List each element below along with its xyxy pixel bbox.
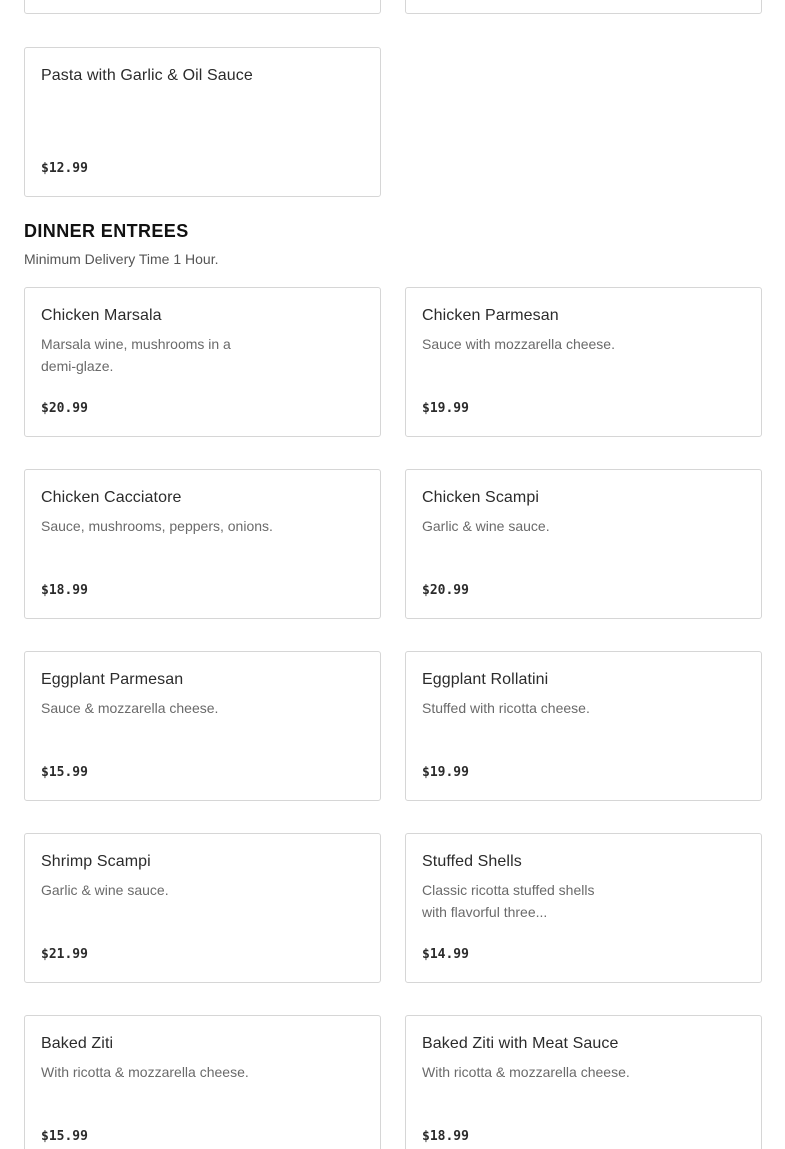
menu-item-card[interactable] [405, 651, 762, 801]
menu-item-description: Garlic & wine sauce. [422, 518, 550, 534]
menu-item-card[interactable] [24, 287, 381, 437]
menu-item-card[interactable] [24, 469, 381, 619]
menu-item-card[interactable] [405, 287, 762, 437]
menu-item-title: Baked Ziti with Meat Sauce [422, 1035, 619, 1052]
menu-item-card[interactable] [405, 833, 762, 983]
menu-item-description: Garlic & wine sauce. [41, 882, 169, 898]
menu-item-price: $20.99 [41, 401, 88, 416]
menu-item-price: $15.99 [41, 1129, 88, 1144]
menu-item-title: Chicken Scampi [422, 489, 540, 506]
menu-item-description: Sauce & mozzarella cheese. [41, 700, 219, 716]
menu-item-description: Marsala wine, mushrooms in a demi-glaze. [41, 336, 231, 374]
section-subtitle: Minimum Delivery Time 1 Hour. [24, 251, 219, 267]
menu-item-price: $20.99 [422, 583, 469, 598]
menu-item-card-partial[interactable] [24, 0, 381, 14]
menu-item-card[interactable] [24, 651, 381, 801]
menu-item-title: Shrimp Scampi [41, 853, 151, 870]
menu-item-title: Baked Ziti [41, 1035, 114, 1052]
menu-item-title: Chicken Cacciatore [41, 489, 182, 506]
menu-item-price: $19.99 [422, 401, 469, 416]
menu-item-title: Eggplant Rollatini [422, 671, 549, 688]
menu-item-card[interactable] [405, 469, 762, 619]
menu-item-description: Classic ricotta stuffed shells with flavorful three... [422, 882, 595, 920]
menu-item-title: Stuffed Shells [422, 853, 522, 870]
menu-item-description: With ricotta & mozzarella cheese. [41, 1064, 249, 1080]
menu-item-card[interactable] [24, 47, 381, 197]
menu-item-title: Chicken Marsala [41, 307, 162, 324]
menu-item-price: $19.99 [422, 765, 469, 780]
section-title: DINNER ENTREES [24, 221, 189, 241]
menu-item-price: $12.99 [41, 161, 88, 176]
menu-item-card-partial[interactable] [405, 0, 762, 14]
menu-item-description: Sauce with mozzarella cheese. [422, 336, 615, 352]
menu-item-card[interactable] [405, 1015, 762, 1149]
menu-item-price: $21.99 [41, 947, 88, 962]
menu-item-price: $15.99 [41, 765, 88, 780]
menu-item-card[interactable] [24, 1015, 381, 1149]
menu-item-price: $14.99 [422, 947, 469, 962]
menu-item-title: Eggplant Parmesan [41, 671, 184, 688]
menu-item-description: Stuffed with ricotta cheese. [422, 700, 590, 716]
menu-item-card[interactable] [24, 833, 381, 983]
menu-item-title: Pasta with Garlic & Oil Sauce [41, 67, 253, 84]
menu-item-price: $18.99 [41, 583, 88, 598]
menu-item-description: Sauce, mushrooms, peppers, onions. [41, 518, 273, 534]
menu-item-description: With ricotta & mozzarella cheese. [422, 1064, 630, 1080]
menu-item-price: $18.99 [422, 1129, 469, 1144]
menu-item-title: Chicken Parmesan [422, 307, 559, 324]
